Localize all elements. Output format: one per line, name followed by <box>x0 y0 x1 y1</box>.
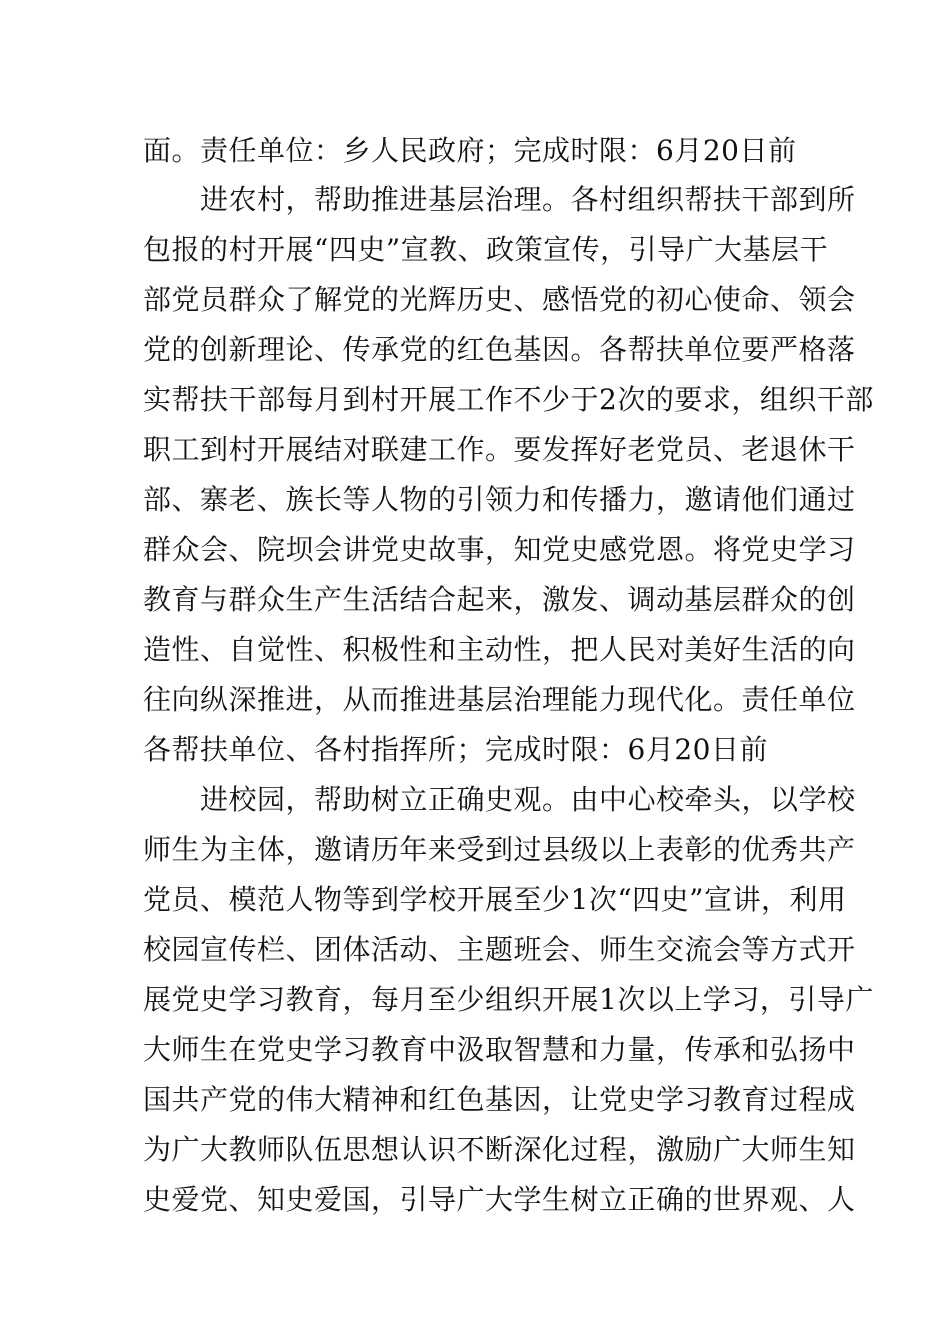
text-line: 包报的村开展“四史”宣教、政策宣传，引导广大基层干 <box>143 233 829 266</box>
text-line: 各帮扶单位、各村指挥所；完成时限：6月20日前 <box>143 733 768 766</box>
text-line: 为广大教师队伍思想认识不断深化过程，激励广大师生知 <box>143 1133 856 1166</box>
text-line: 教育与群众生产生活结合起来，激发、调动基层群众的创 <box>143 583 856 616</box>
paragraph-first-line: 进农村，帮助推进基层治理。各村组织帮扶干部到所 <box>200 183 856 216</box>
text-line: 展党史学习教育，每月至少组织开展1次以上学习，引导广 <box>143 983 874 1016</box>
text-line: 往向纵深推进，从而推进基层治理能力现代化。责任单位 <box>143 683 856 716</box>
text-line: 造性、自觉性、积极性和主动性，把人民对美好生活的向 <box>143 633 856 666</box>
text-line: 国共产党的伟大精神和红色基因，让党史学习教育过程成 <box>143 1083 856 1116</box>
text-line: 面。责任单位：乡人民政府；完成时限：6月20日前 <box>143 134 797 167</box>
paragraph-first-line: 进校园，帮助树立正确史观。由中心校牵头，以学校 <box>200 783 856 816</box>
text-line: 大师生在党史学习教育中汲取智慧和力量，传承和弘扬中 <box>143 1033 856 1066</box>
text-line: 实帮扶干部每月到村开展工作不少于2次的要求，组织干部 <box>143 383 874 416</box>
text-line: 党的创新理论、传承党的红色基因。各帮扶单位要严格落 <box>143 333 856 366</box>
text-line: 校园宣传栏、团体活动、主题班会、师生交流会等方式开 <box>143 933 856 966</box>
text-line: 部党员群众了解党的光辉历史、感悟党的初心使命、领会 <box>143 283 856 316</box>
text-line: 部、寨老、族长等人物的引领力和传播力，邀请他们通过 <box>143 483 856 516</box>
text-line: 师生为主体，邀请历年来受到过县级以上表彰的优秀共产 <box>143 833 856 866</box>
text-line: 群众会、院坝会讲党史故事，知党史感党恩。将党史学习 <box>143 533 856 566</box>
text-line: 职工到村开展结对联建工作。要发挥好老党员、老退休干 <box>143 433 856 466</box>
text-line: 党员、模范人物等到学校开展至少1次“四史”宣讲，利用 <box>143 883 847 916</box>
text-line: 史爱党、知史爱国，引导广大学生树立正确的世界观、人 <box>143 1183 856 1216</box>
